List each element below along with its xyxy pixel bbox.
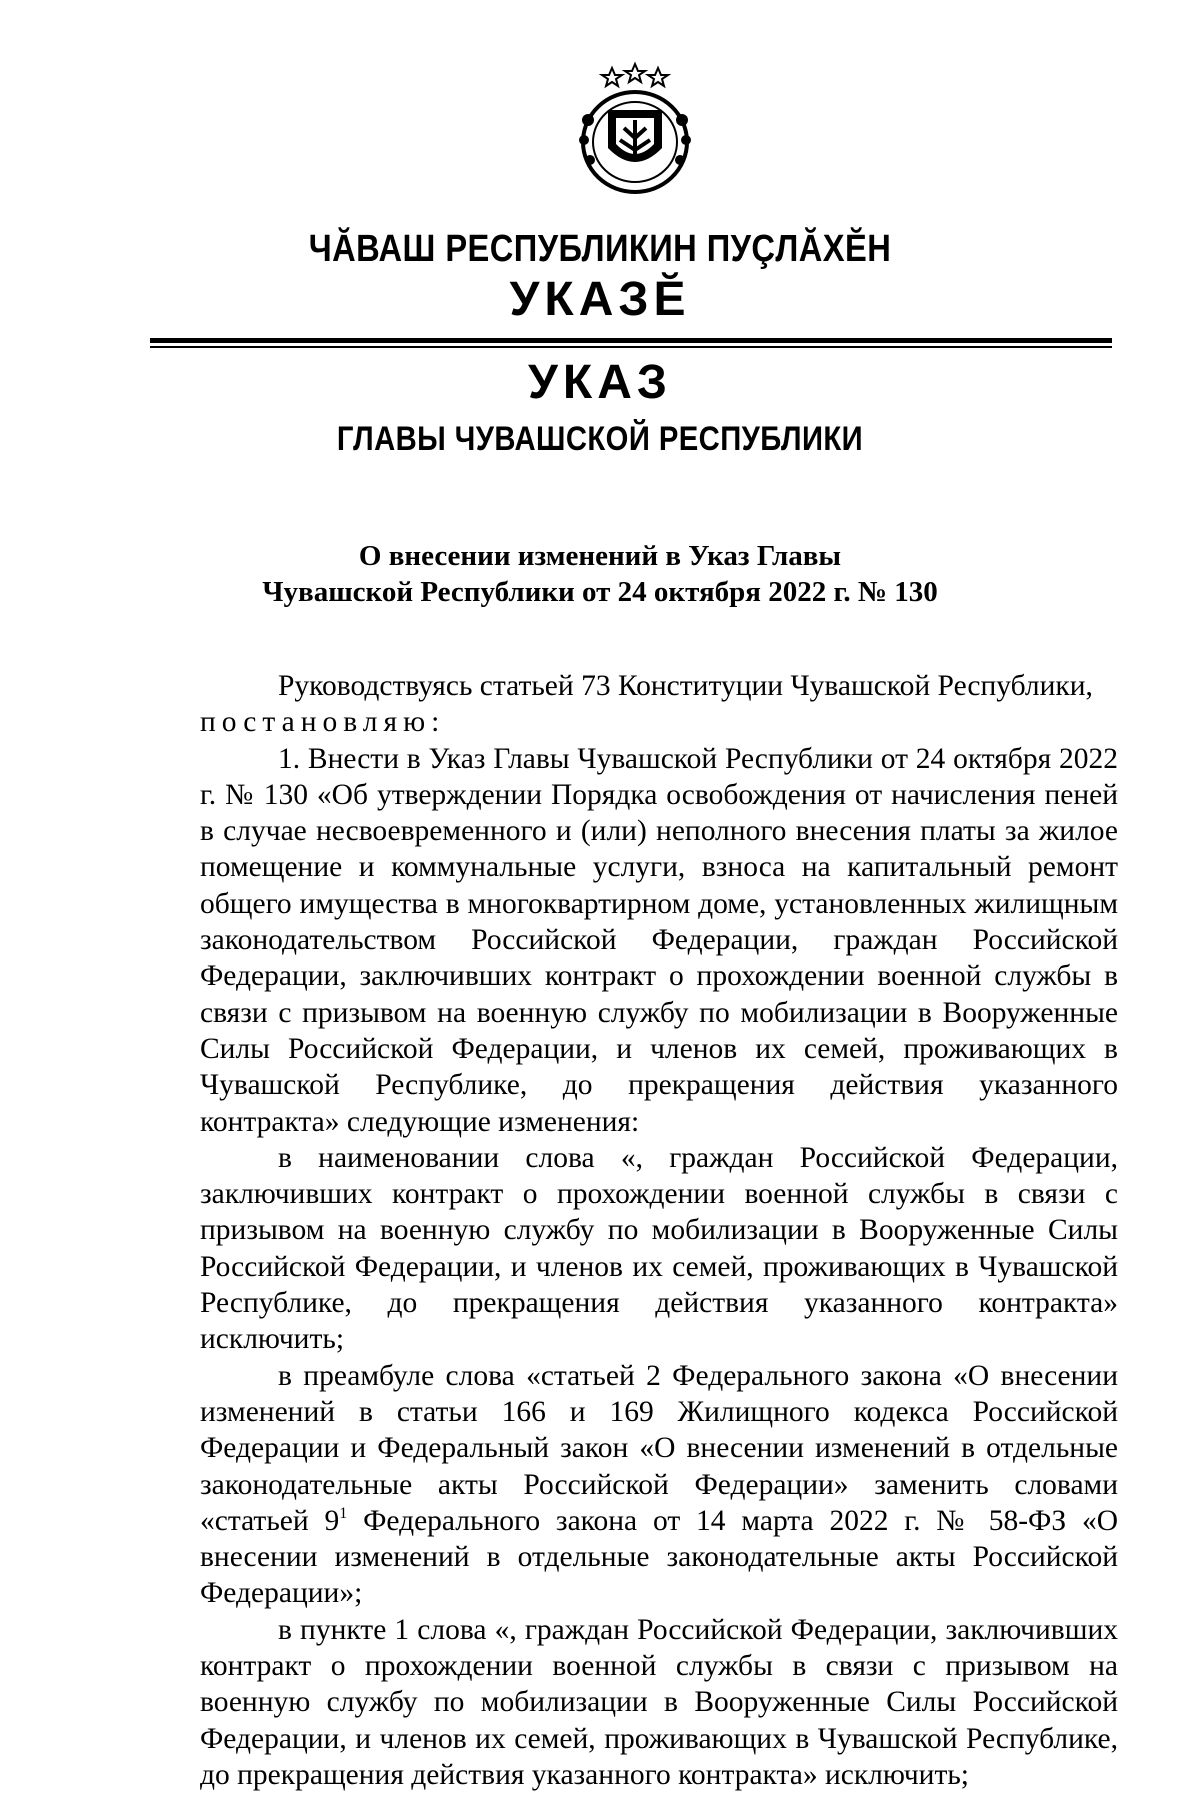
header-divider-thin	[150, 346, 1112, 348]
document-title-line2: Чувашской Республики от 24 октября 2022 г. № 130	[262, 576, 938, 608]
document-body	[200, 668, 1118, 1793]
paragraph-preamble: Руководствуясь статьей 73 Конституции Чувашской Республики,	[278, 670, 1093, 702]
superscript: 1	[339, 1504, 348, 1522]
header-russian-line1: УКАЗ	[528, 356, 672, 409]
paragraph-name-change: в наименовании слова «, граждан Российской Федерации, заключивших контракт о прохождении военной службы в связи с призывом на военную службу по мобилизации в Вооруженные Силы Российской Федерации, и членов их семей, проживающих в Чувашской Республике, до прекращения действия указанного контракта» исключить;	[200, 1141, 1118, 1356]
paragraph-item-1: 1. Внести в Указ Главы Чувашской Республики от 24 октября 2022 г. № 130 «Об утверждении Порядка освобождения от начисления пеней в случае несвоевременного и (или) неполного внесения платы за жилое помещение и коммунальные услуги, взноса на капитальный ремонт общего имущества в многоквартирном доме, установленных жилищным законодательством Российской Федерации, граждан Российской Федерации, заключивших контракт о прохождении военной службы в связи с призывом на военную службу по мобилизации в Вооруженные Силы Российской Федерации, и членов их семей, проживающих в Чувашской Республике, до прекращения действия указанного контракта» следующие изменения:	[200, 742, 1118, 1138]
chuvash-coat-of-arms-icon	[560, 58, 710, 198]
paragraph-point1-change: в пункте 1 слова «, граждан Российской Федерации, заключивших контракт о прохождении военной службы в связи с призывом на военную службу по мобилизации в Вооруженные Силы Российской Федерации, и членов их семей, проживающих в Чувашской Республике, до прекращения действия указанного контракта» исключить;	[200, 1613, 1118, 1791]
document-title-line1: О внесении изменений в Указ Главы	[358, 540, 842, 572]
paragraph-preamble-change-part1: в преамбуле слова «статьей 2 Федерального закона «О внесении изменений в статьи 166 и 169 Жилищного кодекса Российской Федерации и Федеральный закон «О внесении изменений в отдельные законодательные акты Российской Федерации» заменить словами «статьей 9	[200, 1359, 1118, 1537]
paragraph-preamble-change	[200, 1358, 1118, 1612]
header-chuvash-line2: УКАЗĔ	[509, 273, 691, 326]
paragraph-preamble-change-part2: Федерального закона от 14 марта 2022 г. № 58-ФЗ «О внесении изменений в отдельные законодательные акты Российской Федерации»;	[200, 1504, 1118, 1610]
document-title	[0, 538, 1200, 610]
paragraph-decree-word: постановляю:	[200, 706, 446, 739]
header-chuvash-line1: ЧĂВАШ РЕСПУБЛИКИН ПУÇЛĂХĔН	[308, 228, 892, 270]
header-divider-thick	[150, 338, 1112, 343]
header-russian-line2: ГЛАВЫ ЧУВАШСКОЙ РЕСПУБЛИКИ	[336, 420, 864, 458]
